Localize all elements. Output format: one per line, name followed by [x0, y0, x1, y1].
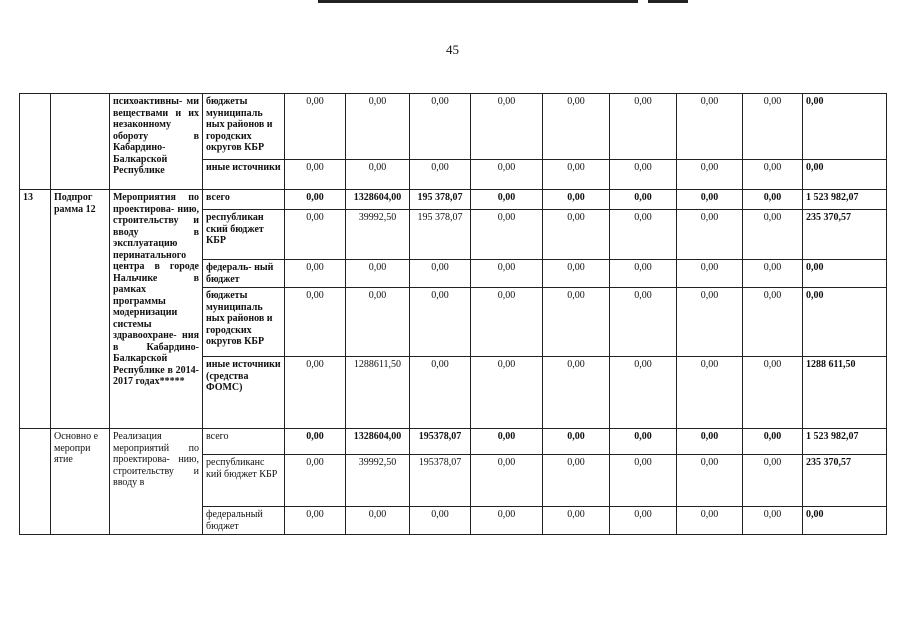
value-cell: 0,00 [677, 190, 743, 210]
description-cell: Мероприятия по проектирова- нию, строительству и вводу в эксплуатацию перинатального центра в городе Нальчике в рамках программы модернизации системы здравоохране- ния в Кабардино- Балкарской Республике в 2014-2017 годах***** [110, 190, 203, 429]
value-cell: 0,00 [543, 94, 610, 160]
funding-source-cell: республикан ский бюджет КБР [203, 210, 285, 260]
value-cell: 195 378,07 [410, 210, 471, 260]
value-cell: 0,00 [543, 357, 610, 429]
value-cell: 1 523 982,07 [803, 190, 887, 210]
value-cell: 0,00 [471, 210, 543, 260]
funding-source-cell: республиканс кий бюджет КБР [203, 455, 285, 507]
value-cell: 0,00 [285, 190, 346, 210]
value-cell: 0,00 [471, 94, 543, 160]
value-cell: 1328604,00 [346, 190, 410, 210]
value-cell: 0,00 [285, 260, 346, 288]
value-cell: 0,00 [285, 288, 346, 357]
value-cell: 0,00 [410, 94, 471, 160]
value-cell: 0,00 [543, 160, 610, 190]
value-cell: 1 523 982,07 [803, 429, 887, 455]
value-cell: 0,00 [677, 288, 743, 357]
value-cell: 0,00 [610, 210, 677, 260]
value-cell: 0,00 [543, 455, 610, 507]
value-cell: 0,00 [543, 210, 610, 260]
value-cell: 0,00 [743, 190, 803, 210]
value-cell: 0,00 [677, 357, 743, 429]
value-cell: 0,00 [610, 190, 677, 210]
value-cell: 0,00 [743, 357, 803, 429]
value-cell: 0,00 [285, 210, 346, 260]
row-number-cell: 13 [20, 190, 51, 429]
value-cell: 0,00 [410, 288, 471, 357]
description-cell: Реализация мероприятий по проектирова- нию, строительству и вводу в [110, 429, 203, 535]
value-cell: 0,00 [677, 260, 743, 288]
value-cell: 0,00 [610, 357, 677, 429]
value-cell: 39992,50 [346, 455, 410, 507]
value-cell: 195 378,07 [410, 190, 471, 210]
subprogram-cell [51, 94, 110, 190]
value-cell: 0,00 [743, 160, 803, 190]
value-cell: 0,00 [743, 455, 803, 507]
value-cell: 0,00 [543, 429, 610, 455]
value-cell: 0,00 [471, 429, 543, 455]
value-cell: 0,00 [610, 94, 677, 160]
value-cell: 0,00 [543, 260, 610, 288]
value-cell: 0,00 [471, 190, 543, 210]
value-cell: 0,00 [285, 429, 346, 455]
value-cell: 0,00 [471, 357, 543, 429]
value-cell: 0,00 [677, 160, 743, 190]
value-cell: 0,00 [677, 507, 743, 535]
value-cell: 0,00 [471, 160, 543, 190]
value-cell: 1288 611,50 [803, 357, 887, 429]
value-cell: 0,00 [285, 357, 346, 429]
value-cell: 235 370,57 [803, 210, 887, 260]
funding-source-cell: бюджеты муниципаль ных районов и городских округов КБР [203, 288, 285, 357]
value-cell: 0,00 [677, 455, 743, 507]
value-cell: 0,00 [410, 507, 471, 535]
value-cell: 0,00 [610, 429, 677, 455]
value-cell: 1288611,50 [346, 357, 410, 429]
value-cell: 0,00 [471, 507, 543, 535]
value-cell: 0,00 [677, 210, 743, 260]
value-cell: 0,00 [677, 94, 743, 160]
value-cell: 0,00 [471, 288, 543, 357]
value-cell: 0,00 [285, 160, 346, 190]
value-cell: 0,00 [803, 160, 887, 190]
scan-top-rule [318, 0, 638, 3]
value-cell: 0,00 [610, 288, 677, 357]
value-cell: 0,00 [285, 94, 346, 160]
value-cell: 0,00 [743, 507, 803, 535]
value-cell: 0,00 [610, 507, 677, 535]
value-cell: 0,00 [743, 210, 803, 260]
funding-source-cell: федераль- ный бюджет [203, 260, 285, 288]
funding-source-cell: бюджеты муниципаль ных районов и городских округов КБР [203, 94, 285, 160]
value-cell: 0,00 [285, 507, 346, 535]
value-cell: 0,00 [743, 94, 803, 160]
row-number-cell [20, 429, 51, 535]
value-cell: 0,00 [543, 507, 610, 535]
value-cell: 0,00 [543, 288, 610, 357]
subprogram-cell: Основно е меропри ятие [51, 429, 110, 535]
row-number-cell [20, 94, 51, 190]
value-cell: 0,00 [610, 260, 677, 288]
funding-source-cell: всего [203, 429, 285, 455]
value-cell: 235 370,57 [803, 455, 887, 507]
table-row [20, 429, 887, 455]
value-cell: 0,00 [610, 455, 677, 507]
subprogram-cell: Подпрог рамма 12 [51, 190, 110, 429]
funding-source-cell: федеральный бюджет [203, 507, 285, 535]
value-cell: 0,00 [346, 288, 410, 357]
value-cell: 0,00 [677, 429, 743, 455]
value-cell: 39992,50 [346, 210, 410, 260]
budget-table [19, 93, 887, 535]
funding-source-cell: иные источники (средства ФОМС) [203, 357, 285, 429]
value-cell: 0,00 [471, 455, 543, 507]
funding-source-cell: всего [203, 190, 285, 210]
page-number: 45 [446, 42, 459, 57]
value-cell: 0,00 [803, 260, 887, 288]
value-cell: 0,00 [803, 94, 887, 160]
value-cell: 0,00 [346, 260, 410, 288]
value-cell: 0,00 [410, 160, 471, 190]
value-cell: 0,00 [743, 288, 803, 357]
value-cell: 0,00 [610, 160, 677, 190]
table-row [20, 94, 887, 160]
value-cell: 0,00 [346, 160, 410, 190]
value-cell: 0,00 [803, 507, 887, 535]
value-cell: 0,00 [285, 455, 346, 507]
funding-source-cell: иные источники [203, 160, 285, 190]
value-cell: 195378,07 [410, 455, 471, 507]
value-cell: 0,00 [346, 507, 410, 535]
scan-top-rule-short [648, 0, 688, 3]
description-cell: психоактивны- ми веществами и их незаконному обороту в Кабардино- Балкарской Республике [110, 94, 203, 190]
value-cell: 0,00 [743, 429, 803, 455]
table-row [20, 190, 887, 210]
value-cell: 195378,07 [410, 429, 471, 455]
value-cell: 1328604,00 [346, 429, 410, 455]
value-cell: 0,00 [410, 260, 471, 288]
value-cell: 0,00 [743, 260, 803, 288]
value-cell: 0,00 [346, 94, 410, 160]
value-cell: 0,00 [471, 260, 543, 288]
value-cell: 0,00 [543, 190, 610, 210]
value-cell: 0,00 [803, 288, 887, 357]
value-cell: 0,00 [410, 357, 471, 429]
